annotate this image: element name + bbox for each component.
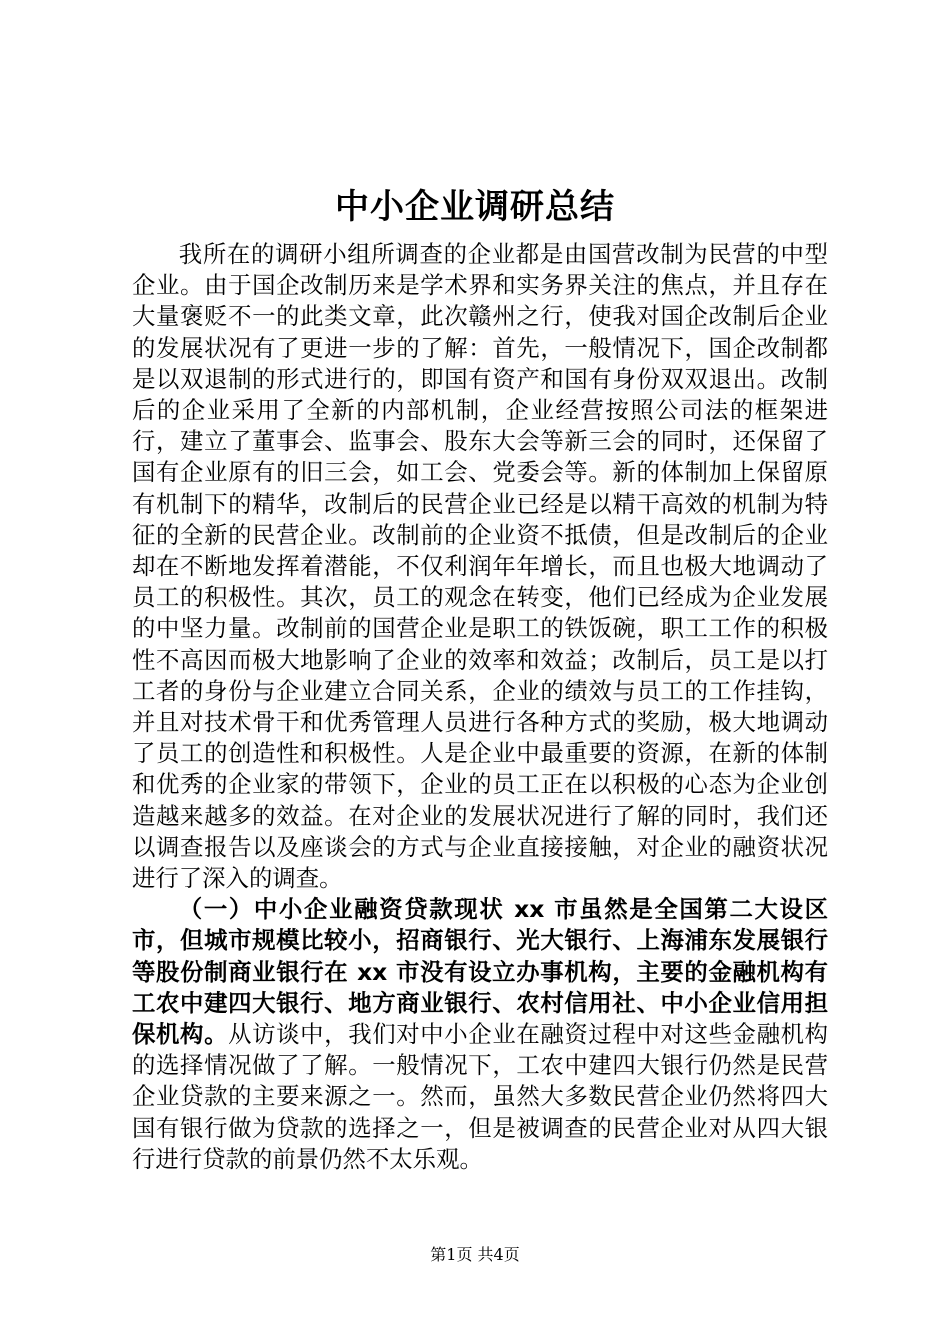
paragraph-financing	[132, 894, 828, 1175]
paragraph-financing-text: 从访谈中，我们对中小企业在融资过程中对这些金融机构的选择情况做了了解。一般情况下，工农中建四大银行仍然是民营企业贷款的主要来源之一。然而，虽然大多数民营企业仍然将四大国有银行做为贷款的选择之一，但是被调查的民营企业对从四大银行进行贷款的前景仍然不太乐观。	[132, 1020, 829, 1173]
paragraph-intro: 我所在的调研小组所调查的企业都是由国营改制为民营的中型企业。由于国企改制历来是学术界和实务界关注的焦点，并且存在大量褒贬不一的此类文章，此次赣州之行，使我对国企改制后企业的发展状况有了更进一步的了解：首先，一般情况下，国企改制都是以双退制的形式进行的，即国有资产和国有身份双双退出。改制后的企业采用了全新的内部机制，企业经营按照公司法的框架进行，建立了董事会、监事会、股东大会等新三会的同时，还保留了国有企业原有的旧三会，如工会、党委会等。新的体制加上保留原有机制下的精华，改制后的民营企业已经是以精干高效的机制为特征的全新的民营企业。改制前的企业资不抵债，但是改制后的企业却在不断地发挥着潜能，不仅利润年年增长，而且也极大地调动了员工的积极性。其次，员工的观念在转变，他们已经成为企业发展的中坚力量。改制前的国营企业是职工的铁饭碗，职工工作的积极性不高因而极大地影响了企业的效率和效益；改制后，员工是以打工者的身份与企业建立合同关系，企业的绩效与员工的工作挂钩，并且对技术骨干和优秀管理人员进行各种方式的奖励，极大地调动了员工的创造性和积极性。人是企业中最重要的资源，在新的体制和优秀的企业家的带领下，企业的员工正在以积极的心态为企业创造越来越多的效益。在对企业的发展状况进行了解的同时，我们还以调查报告以及座谈会的方式与企业直接接触，对企业的融资状况进行了深入的调查。	[132, 240, 828, 893]
page-footer: 第1页 共4页	[430, 1245, 520, 1264]
document-title: 中小企业调研总结	[335, 187, 615, 227]
section-heading-financing: （一）中小企业融资贷款现状 xx 市虽然是全国第二大设区市，但城市规模比较小，招商银行、光大银行、上海浦东发展银行等股份制商业银行在 xx 市没有设立办事机构，主要的金融机构有工农中建四大银行、地方商业银行、农村信用社、中小企业信用担保机构。	[132, 895, 828, 1049]
document-body	[132, 239, 828, 1175]
